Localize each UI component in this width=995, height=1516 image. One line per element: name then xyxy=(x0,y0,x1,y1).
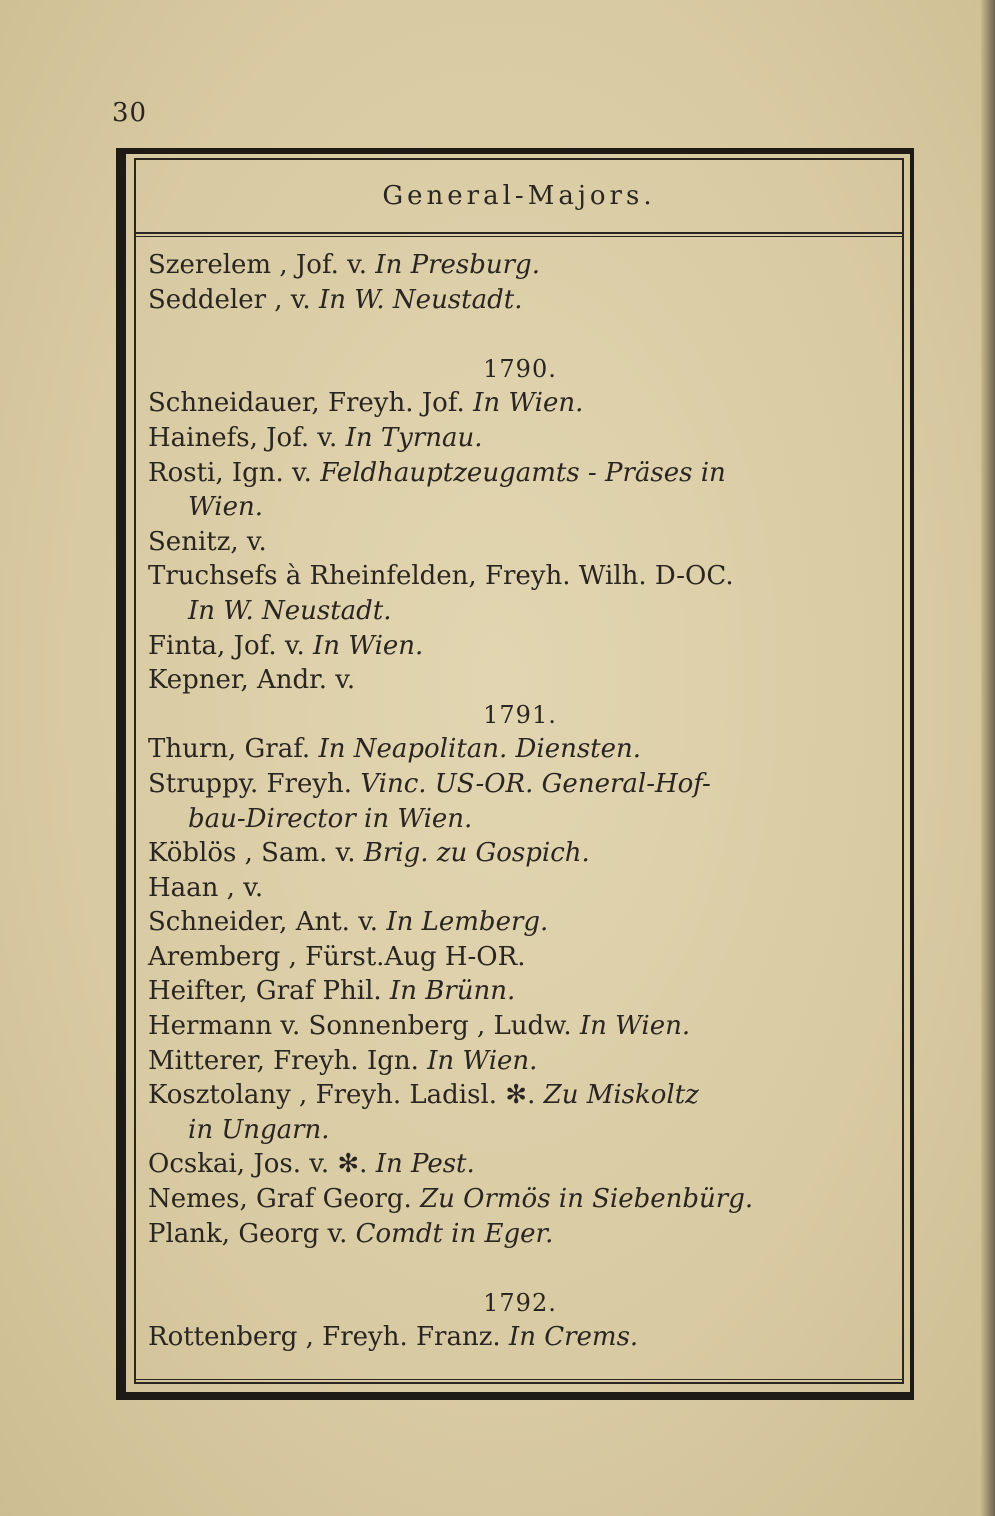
entry-name: Kosztolany , Freyh. Ladisl. ✻. xyxy=(148,1080,544,1111)
page-edge-shadow xyxy=(981,0,995,1516)
roster-entry xyxy=(148,871,892,906)
bottom-rule xyxy=(136,1379,902,1380)
entry-name: Rottenberg , Freyh. Franz. xyxy=(148,1322,509,1353)
table-frame xyxy=(116,148,914,1400)
roster-entry xyxy=(148,1320,892,1355)
entry-name: Seddeler , v. xyxy=(148,284,319,315)
entry-note: Comdt in Eger. xyxy=(355,1218,554,1249)
entry-name: Mitterer, Freyh. Ign. xyxy=(148,1045,428,1076)
heading-rule xyxy=(136,236,902,237)
entry-note: In Tyrnau. xyxy=(345,422,483,453)
roster-entry xyxy=(148,1182,892,1217)
roster-entry xyxy=(148,1147,892,1182)
entry-note: In Lemberg. xyxy=(386,907,549,938)
entry-name: Kepner, Andr. v. xyxy=(148,665,356,696)
entry-note: Zu Ormös in Siebenbürg. xyxy=(420,1184,754,1215)
entry-note: Brig. zu Gospich. xyxy=(363,838,590,869)
roster-entry xyxy=(148,1009,892,1044)
roster-list xyxy=(148,248,892,1355)
entry-name: Senitz, v. xyxy=(148,526,267,557)
roster-entry xyxy=(148,248,892,283)
entry-name: Struppy. Freyh. xyxy=(148,768,361,799)
entry-name: Köblös , Sam. v. xyxy=(148,838,364,869)
entry-name: Schneider, Ant. v. xyxy=(148,907,387,938)
entry-note: Wien. xyxy=(188,492,263,523)
entry-name: Rosti, Ign. v. xyxy=(148,457,321,488)
entry-note: bau-Director in Wien. xyxy=(188,803,473,834)
year-heading: 1792. xyxy=(483,1288,557,1317)
year-heading: 1791. xyxy=(483,700,557,729)
table-inner-border xyxy=(134,158,904,1384)
roster-entry xyxy=(148,732,892,767)
roster-entry xyxy=(148,836,892,871)
entry-name: Plank, Georg v. xyxy=(148,1218,356,1249)
entry-note: In Brünn. xyxy=(389,976,516,1007)
blank-line xyxy=(148,317,892,352)
entry-note: In Neapolitan. Diensten. xyxy=(318,734,642,765)
entry-name: Szerelem , Jof. v. xyxy=(148,250,376,280)
entry-note: Vinc. US-OR. General-Hof- xyxy=(360,768,711,799)
entry-note: In W. Neustadt. xyxy=(188,595,392,626)
entry-name: Aremberg , Fürst.Aug H-OR. xyxy=(148,941,526,972)
year-heading: 1790. xyxy=(483,354,557,383)
entry-name: Thurn, Graf. xyxy=(148,734,319,765)
roster-entry xyxy=(148,629,892,664)
roster-entry xyxy=(148,386,892,421)
entry-note: in Ungarn. xyxy=(188,1114,330,1145)
entry-note: In Wien. xyxy=(579,1011,691,1042)
entry-name: Nemes, Graf Georg. xyxy=(148,1184,421,1215)
roster-entry xyxy=(148,456,892,491)
blank-line xyxy=(148,1251,892,1286)
entry-note: In Wien. xyxy=(427,1045,538,1076)
roster-entry xyxy=(148,1217,892,1252)
roster-entry-continuation xyxy=(148,802,892,837)
roster-entry xyxy=(148,940,892,975)
entry-note: In Presburg. xyxy=(375,250,540,280)
roster-entry xyxy=(148,525,892,560)
page-number: 30 xyxy=(112,98,148,128)
roster-entry xyxy=(148,905,892,940)
entry-note: Zu Miskoltz xyxy=(543,1080,699,1111)
roster-entry xyxy=(148,663,892,698)
roster-entry-continuation xyxy=(148,1113,892,1148)
entry-note: In Crems. xyxy=(508,1322,639,1353)
entry-note: In Pest. xyxy=(375,1149,475,1180)
entry-note: Feldhauptzeugamts - Präses in xyxy=(320,457,726,488)
entry-note: In W. Neustadt. xyxy=(318,284,523,315)
entry-name: Hainefs, Jof. v. xyxy=(148,422,346,453)
entry-note: In Wien. xyxy=(313,630,424,661)
entry-note: In Wien. xyxy=(473,388,584,419)
roster-entry xyxy=(148,283,892,318)
roster-entry xyxy=(148,1078,892,1113)
entry-name: Hermann v. Sonnenberg , Ludw. xyxy=(148,1011,580,1042)
section-heading: General-Majors. xyxy=(136,160,902,234)
entry-name: Truchsefs à Rheinfelden, Freyh. Wilh. D-OC. xyxy=(148,561,734,592)
entry-name: Haan , v. xyxy=(148,872,264,903)
entry-name: Schneidauer, Freyh. Jof. xyxy=(148,388,474,419)
roster-entry xyxy=(148,1044,892,1079)
roster-entry xyxy=(148,559,892,594)
entry-name: Heifter, Graf Phil. xyxy=(148,976,390,1007)
roster-entry xyxy=(148,767,892,802)
entry-name: Finta, Jof. v. xyxy=(148,630,314,661)
roster-entry-continuation xyxy=(148,594,892,629)
entry-name: Ocskai, Jos. v. ✻. xyxy=(148,1149,376,1180)
roster-entry xyxy=(148,421,892,456)
roster-entry-continuation xyxy=(148,490,892,525)
roster-entry xyxy=(148,974,892,1009)
